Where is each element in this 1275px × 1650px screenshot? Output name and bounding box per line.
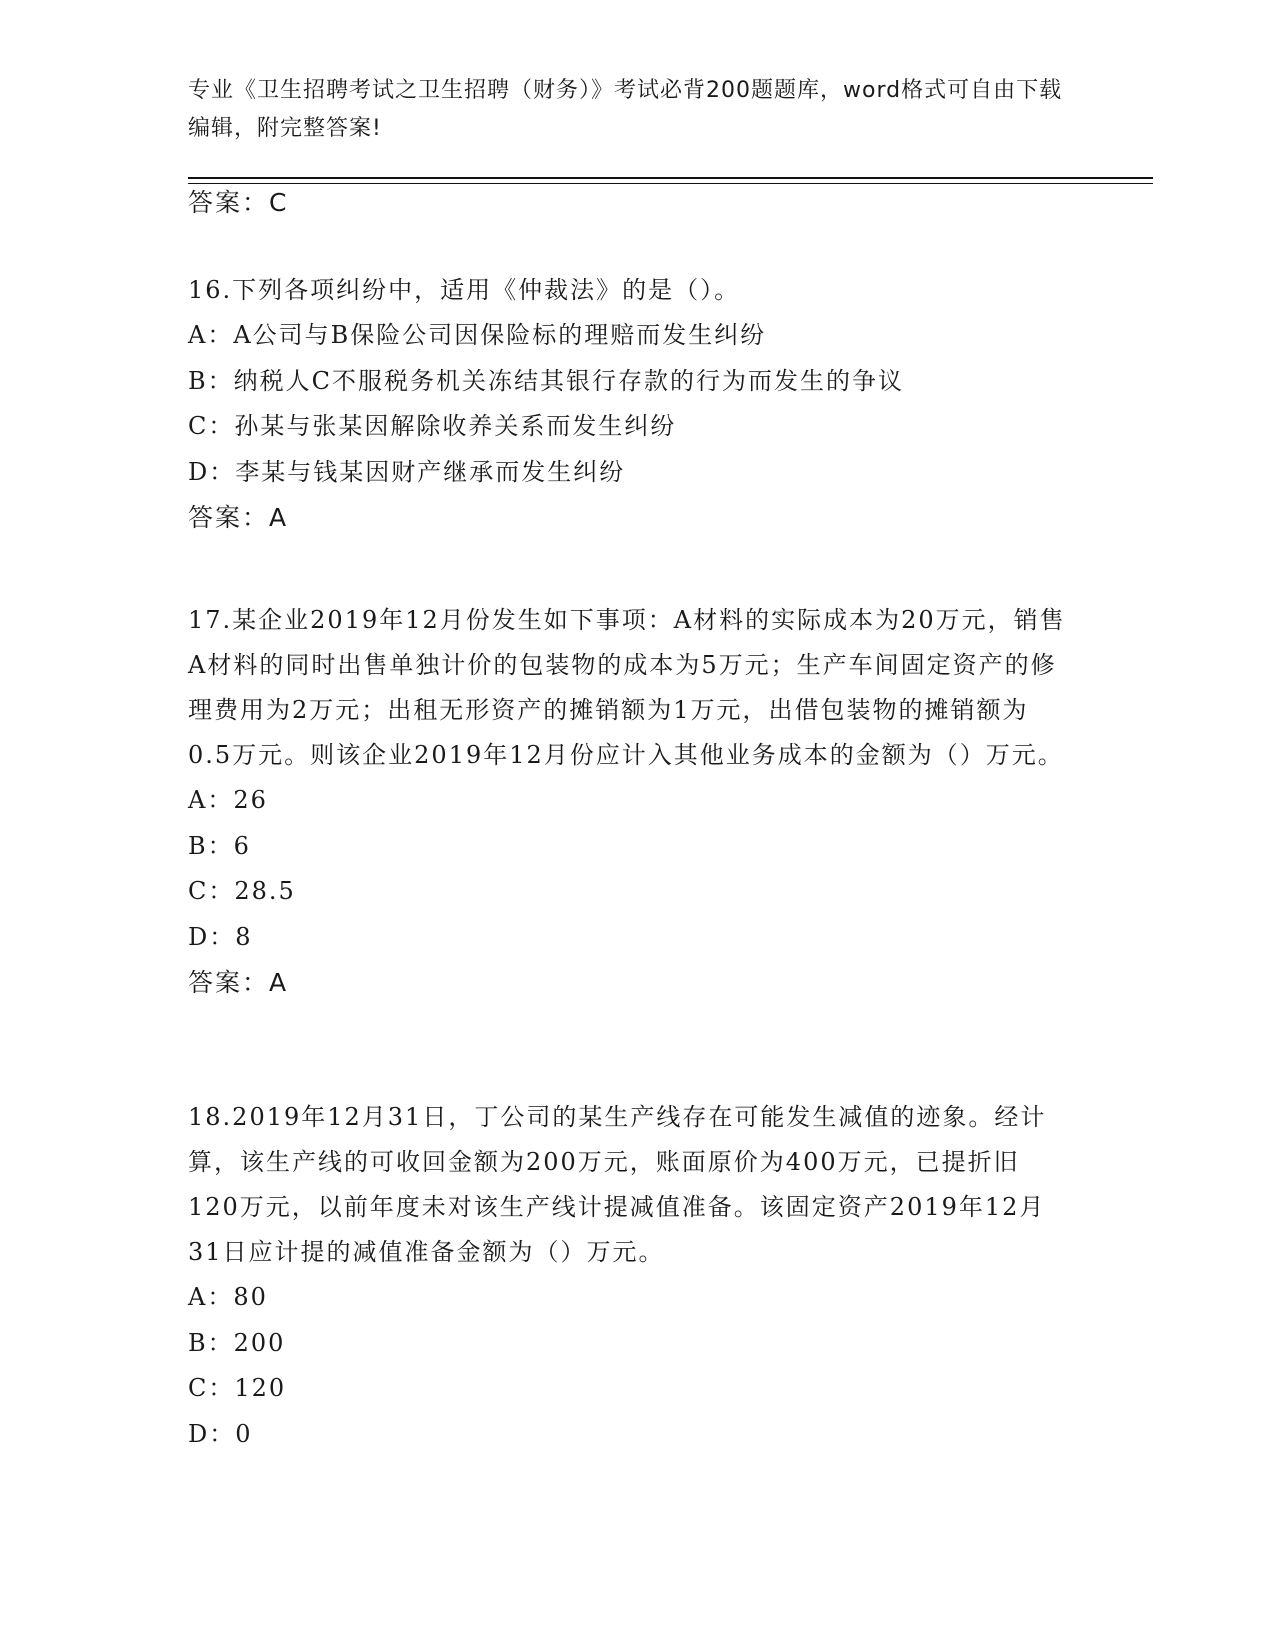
question-stem: 17.某企业2019年12月份发生如下事项：A材料的实际成本为20万元，销售A材料的同时出售单独计价的包装物的成本为5万元；生产车间固定资产的修理费用为2万元；出租无形资产的摊销额为1万元，出借包装物的摊销额为0.5万元。则该企业2019年12月份应计入其他业务成本的金额为（）万元。 bbox=[188, 606, 1066, 769]
option-b: B：纳税人C不服税务机关冻结其银行存款的行为而发生的争议 bbox=[188, 366, 904, 395]
option-d: D：8 bbox=[188, 922, 253, 951]
question-17 bbox=[188, 598, 1068, 1005]
question-18 bbox=[188, 1095, 1068, 1457]
answer-previous: 答案：C bbox=[188, 188, 289, 217]
option-c: C：28.5 bbox=[188, 877, 296, 905]
question-stem: 18.2019年12月31日，丁公司的某生产线存在可能发生减值的迹象。经计算，该生产线的可收回金额为200万元，账面原价为400万元，已提折旧120万元，以前年度未对该生产线计提减值准备。该固定资产2019年12月31日应计提的减值准备金额为（）万元。 bbox=[188, 1103, 1047, 1266]
option-c: C：孙某与张某因解除收养关系而发生纠纷 bbox=[188, 412, 677, 440]
option-d: D：李某与钱某因财产继承而发生纠纷 bbox=[188, 457, 626, 486]
option-d: D：0 bbox=[188, 1419, 253, 1448]
option-b: B：200 bbox=[188, 1328, 286, 1357]
option-a: A：80 bbox=[188, 1283, 268, 1311]
option-c: C：120 bbox=[188, 1374, 287, 1402]
document-header: 专业《卫生招聘考试之卫生招聘（财务）》考试必背200题题库，word格式可自由下载编辑，附完整答案! bbox=[188, 78, 1063, 141]
answer: 答案：A bbox=[188, 968, 289, 997]
option-b: B：6 bbox=[188, 831, 251, 860]
header-rule-thin bbox=[188, 183, 1153, 184]
option-a: A：A公司与B保险公司因保险标的理赔而发生纠纷 bbox=[188, 321, 767, 349]
header-rule-thick bbox=[188, 177, 1153, 179]
option-a: A：26 bbox=[188, 786, 268, 814]
answer: 答案：A bbox=[188, 503, 289, 532]
question-16 bbox=[188, 268, 1088, 540]
question-stem: 16.下列各项纠纷中，适用《仲裁法》的是（）。 bbox=[188, 276, 741, 304]
